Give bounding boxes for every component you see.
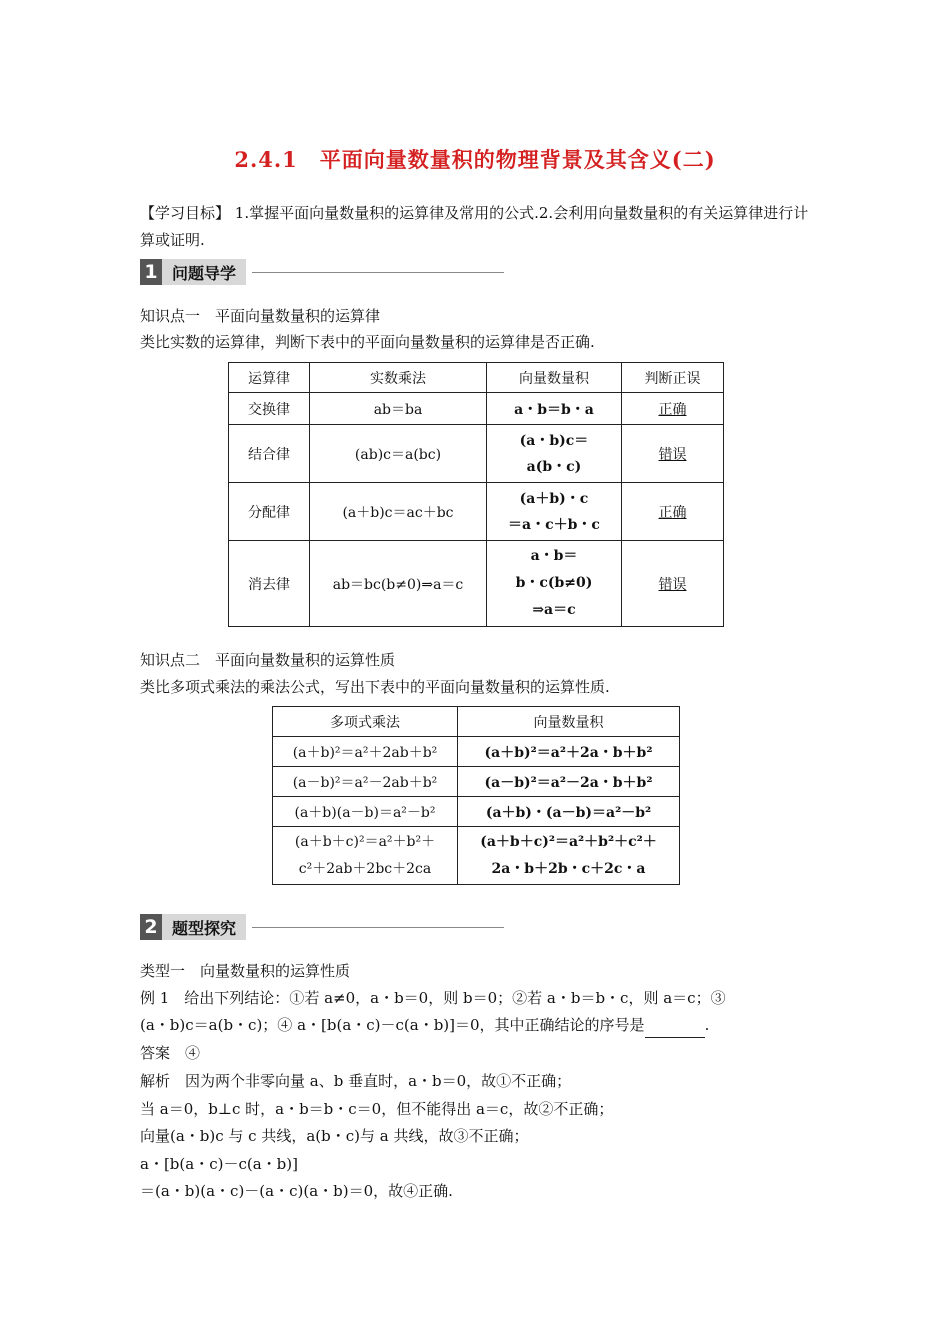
operation-properties-table: [272, 706, 680, 885]
table-header-row: [229, 363, 724, 393]
real-cell: (a＋b)c＝ac＋bc: [310, 483, 487, 541]
table-row: [229, 425, 724, 483]
section-label: 问题导学: [162, 259, 246, 285]
section-header-1: [140, 259, 504, 285]
vector-cell: [458, 797, 680, 827]
vector-line: 2a・b＋2b・c＋2c・a: [491, 860, 646, 877]
vector-line: ⇒a＝c: [532, 602, 576, 618]
vector-line: (a＋b)・c: [519, 490, 589, 507]
vector-line: (a＋b)・(a－b)＝a²－b²: [485, 804, 652, 821]
table-row: [273, 767, 680, 797]
law-cell: 消去律: [229, 541, 310, 627]
analysis-line: ＝(a・b)(a・c)－(a・c)(a・b)＝0，故④正确.: [140, 1182, 453, 1200]
law-cell: 交换律: [229, 393, 310, 425]
page-title: 2.4.1 平面向量数量积的物理背景及其含义(二): [234, 147, 716, 172]
law-cell: 结合律: [229, 425, 310, 483]
judge-cell: 错误: [622, 541, 724, 627]
real-cell: ab＝ba: [310, 393, 487, 425]
vector-line: (a＋b＋c)²＝a²＋b²＋c²＋: [480, 833, 657, 850]
learning-goals: [140, 200, 820, 254]
vector-line: (a－b)²＝a²－2a・b＋b²: [484, 774, 653, 791]
kp1-intro: 类比实数的运算律，判断下表中的平面向量数量积的运算律是否正确.: [140, 333, 595, 351]
vector-cell: [458, 737, 680, 767]
section-number: 2: [140, 914, 162, 940]
vector-line: (a・b)c＝: [519, 432, 589, 449]
real-cell: ab＝bc(b≠0)⇒a＝c: [310, 541, 487, 627]
analysis-line: 解析 因为两个非零向量 a、b 垂直时，a・b＝0，故①不正确；: [140, 1072, 572, 1090]
table-row: [273, 737, 680, 767]
section-rule: [252, 272, 504, 273]
example-line-2: [140, 1012, 709, 1038]
analysis-line: a・[b(a・c)－c(a・b)]: [140, 1155, 298, 1173]
answer-blank: [645, 1021, 705, 1038]
table-header-row: [273, 707, 680, 737]
section-header-2: [140, 914, 504, 940]
table-row: [229, 541, 724, 627]
goals-text: 1.掌握平面向量数量积的运算律及常用的公式.2.会利用向量数量积的有关运算律进行计算或证明.: [140, 204, 809, 249]
judge-cell: 正确: [622, 483, 724, 541]
goals-label: 【学习目标】: [140, 204, 231, 222]
vector-line: a・b＝b・a: [514, 401, 594, 418]
vector-cell: [458, 827, 680, 885]
table-row: [229, 393, 724, 425]
col-header: 向量数量积: [487, 363, 622, 393]
col-header: 实数乘法: [310, 363, 487, 393]
col-header: 向量数量积: [458, 707, 680, 737]
col-header: 判断正误: [622, 363, 724, 393]
table-row: [273, 827, 680, 885]
vector-cell: [487, 483, 622, 541]
poly-cell: [273, 797, 458, 827]
section-number: 1: [140, 259, 162, 285]
table-row: [273, 797, 680, 827]
section-label: 题型探究: [162, 914, 246, 940]
poly-line: (a＋b)²＝a²＋2ab＋b²: [292, 744, 438, 761]
judge-cell: 错误: [622, 425, 724, 483]
judge-cell: 正确: [622, 393, 724, 425]
table-row: [229, 483, 724, 541]
operation-laws-table: [228, 362, 724, 627]
poly-line: (a－b)²＝a²－2ab＋b²: [292, 774, 438, 791]
example-text: (a・b)c＝a(b・c)；④ a・[b(a・c)－c(a・b)]＝0，其中正确结论的序号是: [140, 1016, 645, 1034]
poly-cell: [273, 767, 458, 797]
vector-cell: [487, 393, 622, 425]
kp2-intro: 类比多项式乘法的乘法公式，写出下表中的平面向量数量积的运算性质.: [140, 678, 610, 696]
vector-cell: [487, 541, 622, 627]
poly-line: (a＋b＋c)²＝a²＋b²＋: [294, 833, 436, 850]
col-header: 多项式乘法: [273, 707, 458, 737]
vector-line: a・b＝: [530, 548, 578, 564]
law-cell: 分配律: [229, 483, 310, 541]
vector-line: ＝a・c＋b・c: [508, 516, 600, 533]
col-header: 运算律: [229, 363, 310, 393]
analysis-line: 当 a＝0，b⊥c 时，a・b＝b・c＝0，但不能得出 a＝c，故②不正确；: [140, 1100, 614, 1118]
analysis-line: 向量(a・b)c 与 c 共线，a(b・c)与 a 共线，故③不正确；: [140, 1127, 529, 1145]
kp2-heading: 知识点二 平面向量数量积的运算性质: [140, 651, 396, 669]
vector-cell: [458, 767, 680, 797]
vector-line: a(b・c): [526, 458, 582, 475]
poly-line: (a＋b)(a－b)＝a²－b²: [294, 804, 436, 821]
poly-cell: [273, 737, 458, 767]
example-line-1: 例 1 给出下列结论：①若 a≠0，a・b＝0，则 b＝0；②若 a・b＝b・c，则 a＝c；③: [140, 989, 726, 1007]
vector-cell: [487, 425, 622, 483]
poly-cell: [273, 827, 458, 885]
poly-line: c²＋2ab＋2bc＋2ca: [298, 860, 432, 877]
example-end: .: [704, 1016, 710, 1034]
section-rule: [252, 927, 504, 928]
real-cell: (ab)c＝a(bc): [310, 425, 487, 483]
vector-line: (a＋b)²＝a²＋2a・b＋b²: [484, 744, 653, 761]
kp1-heading: 知识点一 平面向量数量积的运算律: [140, 307, 381, 325]
vector-line: b・c(b≠0): [515, 575, 593, 591]
type1-heading: 类型一 向量数量积的运算性质: [140, 962, 351, 980]
answer-line: 答案 ④: [140, 1044, 201, 1062]
